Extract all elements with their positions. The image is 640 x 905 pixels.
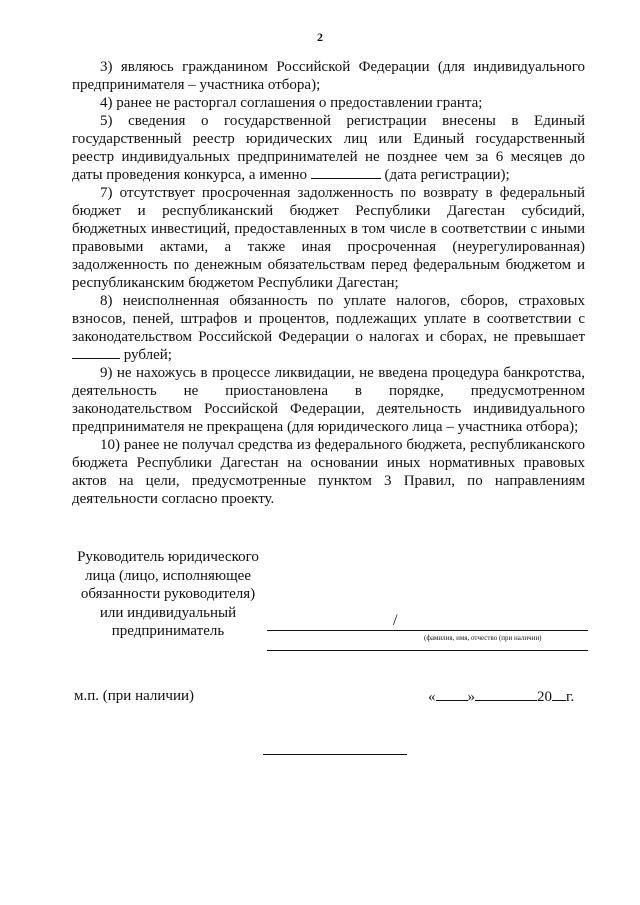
year-blank: [552, 688, 566, 701]
item-3: 3) являюсь гражданином Российской Федерации (для индивидуального предпринимателя – участника отбора);: [72, 59, 585, 93]
signatory-line: или индивидуальный: [99, 604, 237, 621]
year-suffix: г.: [566, 689, 575, 705]
item-4: 4) ранее не расторгал соглашения о предоставлении гранта;: [100, 95, 483, 111]
item-5-text: 5) сведения о государственной регистрации внесены в Единый государственный реестр юридических лиц или Единый государственный реестр индивидуальных предпринимателей не позднее чем за 6 месяцев до даты проведения конкурса, а именно: [72, 113, 585, 183]
fio-caption: (фамилия, имя, отчество (при наличии): [424, 634, 542, 642]
item-9: 9) не нахожусь в процессе ликвидации, не введена процедура банкротства, деятельность не приостановлена в порядке, предусмотренном законодательством Российской Федерации, деятельность индивидуального предпринимателя не прекращена (для юридического лица – участника отбора);: [72, 365, 585, 435]
page-number: 2: [317, 30, 323, 44]
signatory-line: предприниматель: [111, 623, 225, 639]
signature-line-2: [267, 650, 588, 651]
item-7: 7) отсутствует просроченная задолженность по возврату в федеральный бюджет и республиканский бюджет Республики Дагестан субсидий, бюджетных инвестиций, предоставленных в том числе в соответствии с иными правовыми актами, а также иная просроченная (неурегулированная) задолженность по денежным обязательствам перед федеральным бюджетом и республиканским бюджетом Республики Дагестан;: [72, 185, 585, 291]
item-5-suffix: (дата регистрации);: [384, 167, 510, 183]
signature-separator: /: [393, 612, 398, 629]
amount-blank: [72, 346, 120, 359]
item-10: 10) ранее не получал средства из федерального бюджета, республиканского бюджета Республики Дагестан на основании иных нормативных правовых актов на цели, предусмотренные пунктом 3 Правил, по направлениям деятельности согласно проекту.: [72, 437, 585, 507]
date-close-quote: »: [467, 689, 475, 705]
signatory-line: Руководитель юридического: [77, 549, 259, 565]
month-blank: [475, 688, 537, 701]
item-8: [72, 292, 585, 364]
date-field: [428, 688, 574, 706]
footer-line: [263, 754, 407, 755]
date-open-quote: «: [428, 689, 436, 705]
signatory-title: [58, 548, 278, 641]
year-prefix: 20: [537, 689, 552, 705]
item-8-text: 8) неисполненная обязанность по уплате налогов, сборов, страховых взносов, пеней, штрафов и процентов, подлежащих уплате в соответствии с законодательством Российской Федерации о налогах и сборах, не превышает: [72, 293, 585, 345]
stamp-label: м.п. (при наличии): [74, 688, 194, 704]
item-5: [72, 112, 585, 184]
signatory-line: обязанности руководителя): [80, 586, 256, 602]
document-body: [72, 58, 585, 508]
signatory-line: лица (лицо, исполняющее: [85, 567, 251, 584]
signature-line: [267, 630, 588, 631]
day-blank: [436, 688, 468, 701]
item-8-suffix: рублей;: [123, 347, 172, 363]
registration-date-blank: [311, 166, 381, 179]
